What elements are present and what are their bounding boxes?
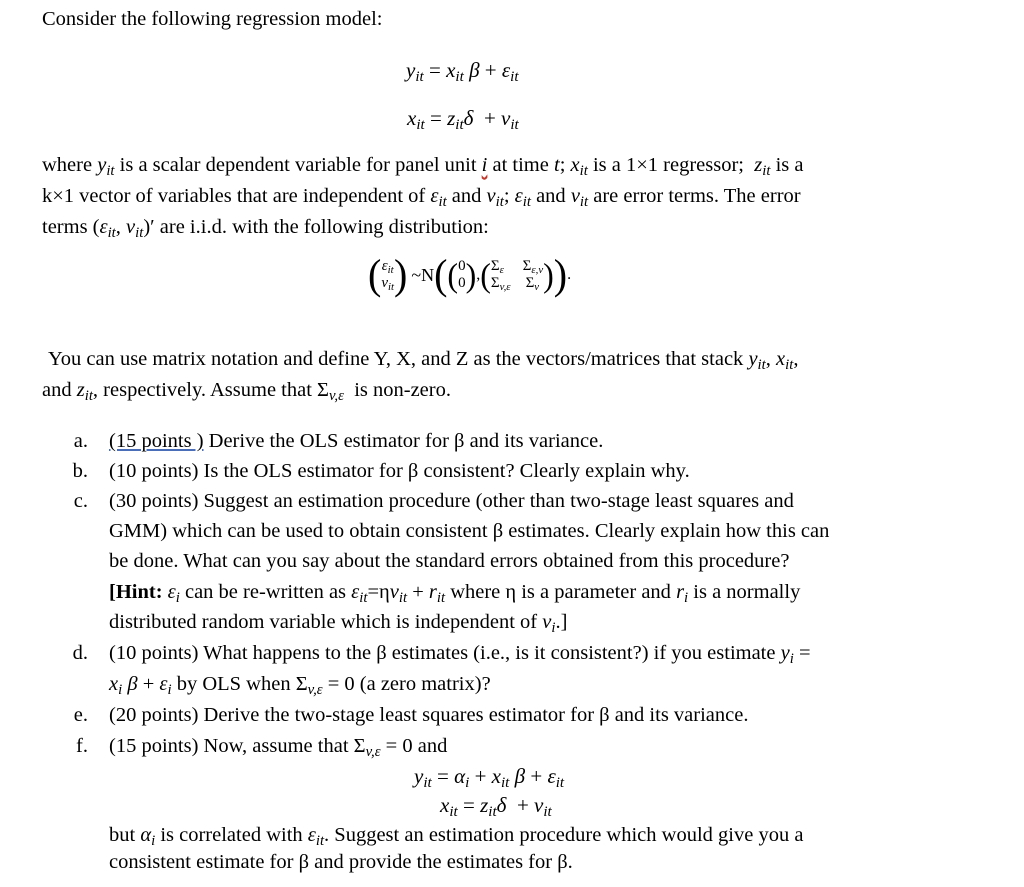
where-line-3: terms ($\varepsilon_{it}$, $v_{it})'$ are i.i.d. with the following distribution: [42,216,489,242]
question-f-line-1: (15 points) Now, assume that $\Sigma_{v,\varepsilon} = 0$ and [109,735,448,761]
where-line-1: where $y_{it}$ is a scalar dependent variable for panel unit i at time t; $x_{it}$ is a 1×1 regressor; $z_{it}$ is a [42,154,804,180]
question-c-label: c. [73,490,88,512]
question-c-line-2: GMM) which can be used to obtain consistent β estimates. Clearly explain how this can [109,520,830,542]
question-f-equation-2: $x_{it} = z_{it}\delta + v_{it}$ [440,793,552,821]
question-f-line-3: consistent estimate for β and provide the estimates for β. [109,851,573,873]
question-f-equation-1: $y_{it} = \alpha_i + x_{it}$ $\beta + \varepsilon_{it}$ [414,764,565,792]
question-e: (20 points) Derive the two-stage least squares estimator for β and its variance. [109,704,749,726]
question-d-line-2: $x_i$ $\beta + \varepsilon_i$ by OLS when $\Sigma_{v,\varepsilon} = 0$ (a zero matrix)? [109,673,491,699]
question-d-line-1: (10 points) What happens to the β estimates (i.e., is it consistent?) if you estimate $y_i$ = [109,642,811,668]
question-c-line-1: (30 points) Suggest an estimation procedure (other than two-stage least squares and [109,490,794,512]
question-b-label: b. [72,460,88,482]
question-c-line-3: be done. What can you say about the standard errors obtained from this procedure? [109,550,790,572]
equation-2: $x_{it} = z_{it}\delta + v_{it}$ [407,106,519,134]
question-a: (15 points ) Derive the OLS estimator for β and its variance. [109,430,604,452]
intro-text: Consider the following regression model: [42,8,383,30]
where-line-2: k×1 vector of variables that are independent of $\varepsilon_{it}$ and $v_{it}$; $\varepsilon_{it}$ and $v_{it}$ are error terms. The error [42,185,801,211]
matrix-line-1: You can use matrix notation and define Y, X, and Z as the vectors/matrices that stack $y_{it}$, $x_{it}$, [48,348,799,374]
question-e-label: e. [73,704,88,726]
question-f-line-2: but $\alpha_i$ is correlated with $\varepsilon_{it}$. Suggest an estimation procedure which would give you a [109,824,804,850]
distribution-formula: ($\varepsilon_{it}$ $v_{it}$) ~N((0 $0),(\Sigma_\varepsilon$ $\Sigma_{\varepsilon,v}$ $\Sigma_{v,\varepsilon}$ $\Sigma_v$ )). [368,250,572,299]
question-c-hint-2: distributed random variable which is independent of $v_i$.] [109,611,568,637]
question-b: (10 points) Is the OLS estimator for β consistent? Clearly explain why. [109,460,690,482]
matrix-line-2: and $z_{it}$, respectively. Assume that $\Sigma_{v,\varepsilon}$ is non-zero. [42,379,451,405]
question-a-label: a. [73,430,88,452]
question-d-label: d. [72,642,88,664]
question-c-hint-1: [Hint: $\varepsilon_i$ can be re-written as $\varepsilon_{it}=\eta v_{it} + r_{it}$ where η is a parameter and $r_i$ is a normally [109,581,801,607]
question-f-label: f. [76,735,88,757]
equation-1: $y_{it} = x_{it}$ $\beta + \varepsilon_{it}$ [406,58,519,86]
